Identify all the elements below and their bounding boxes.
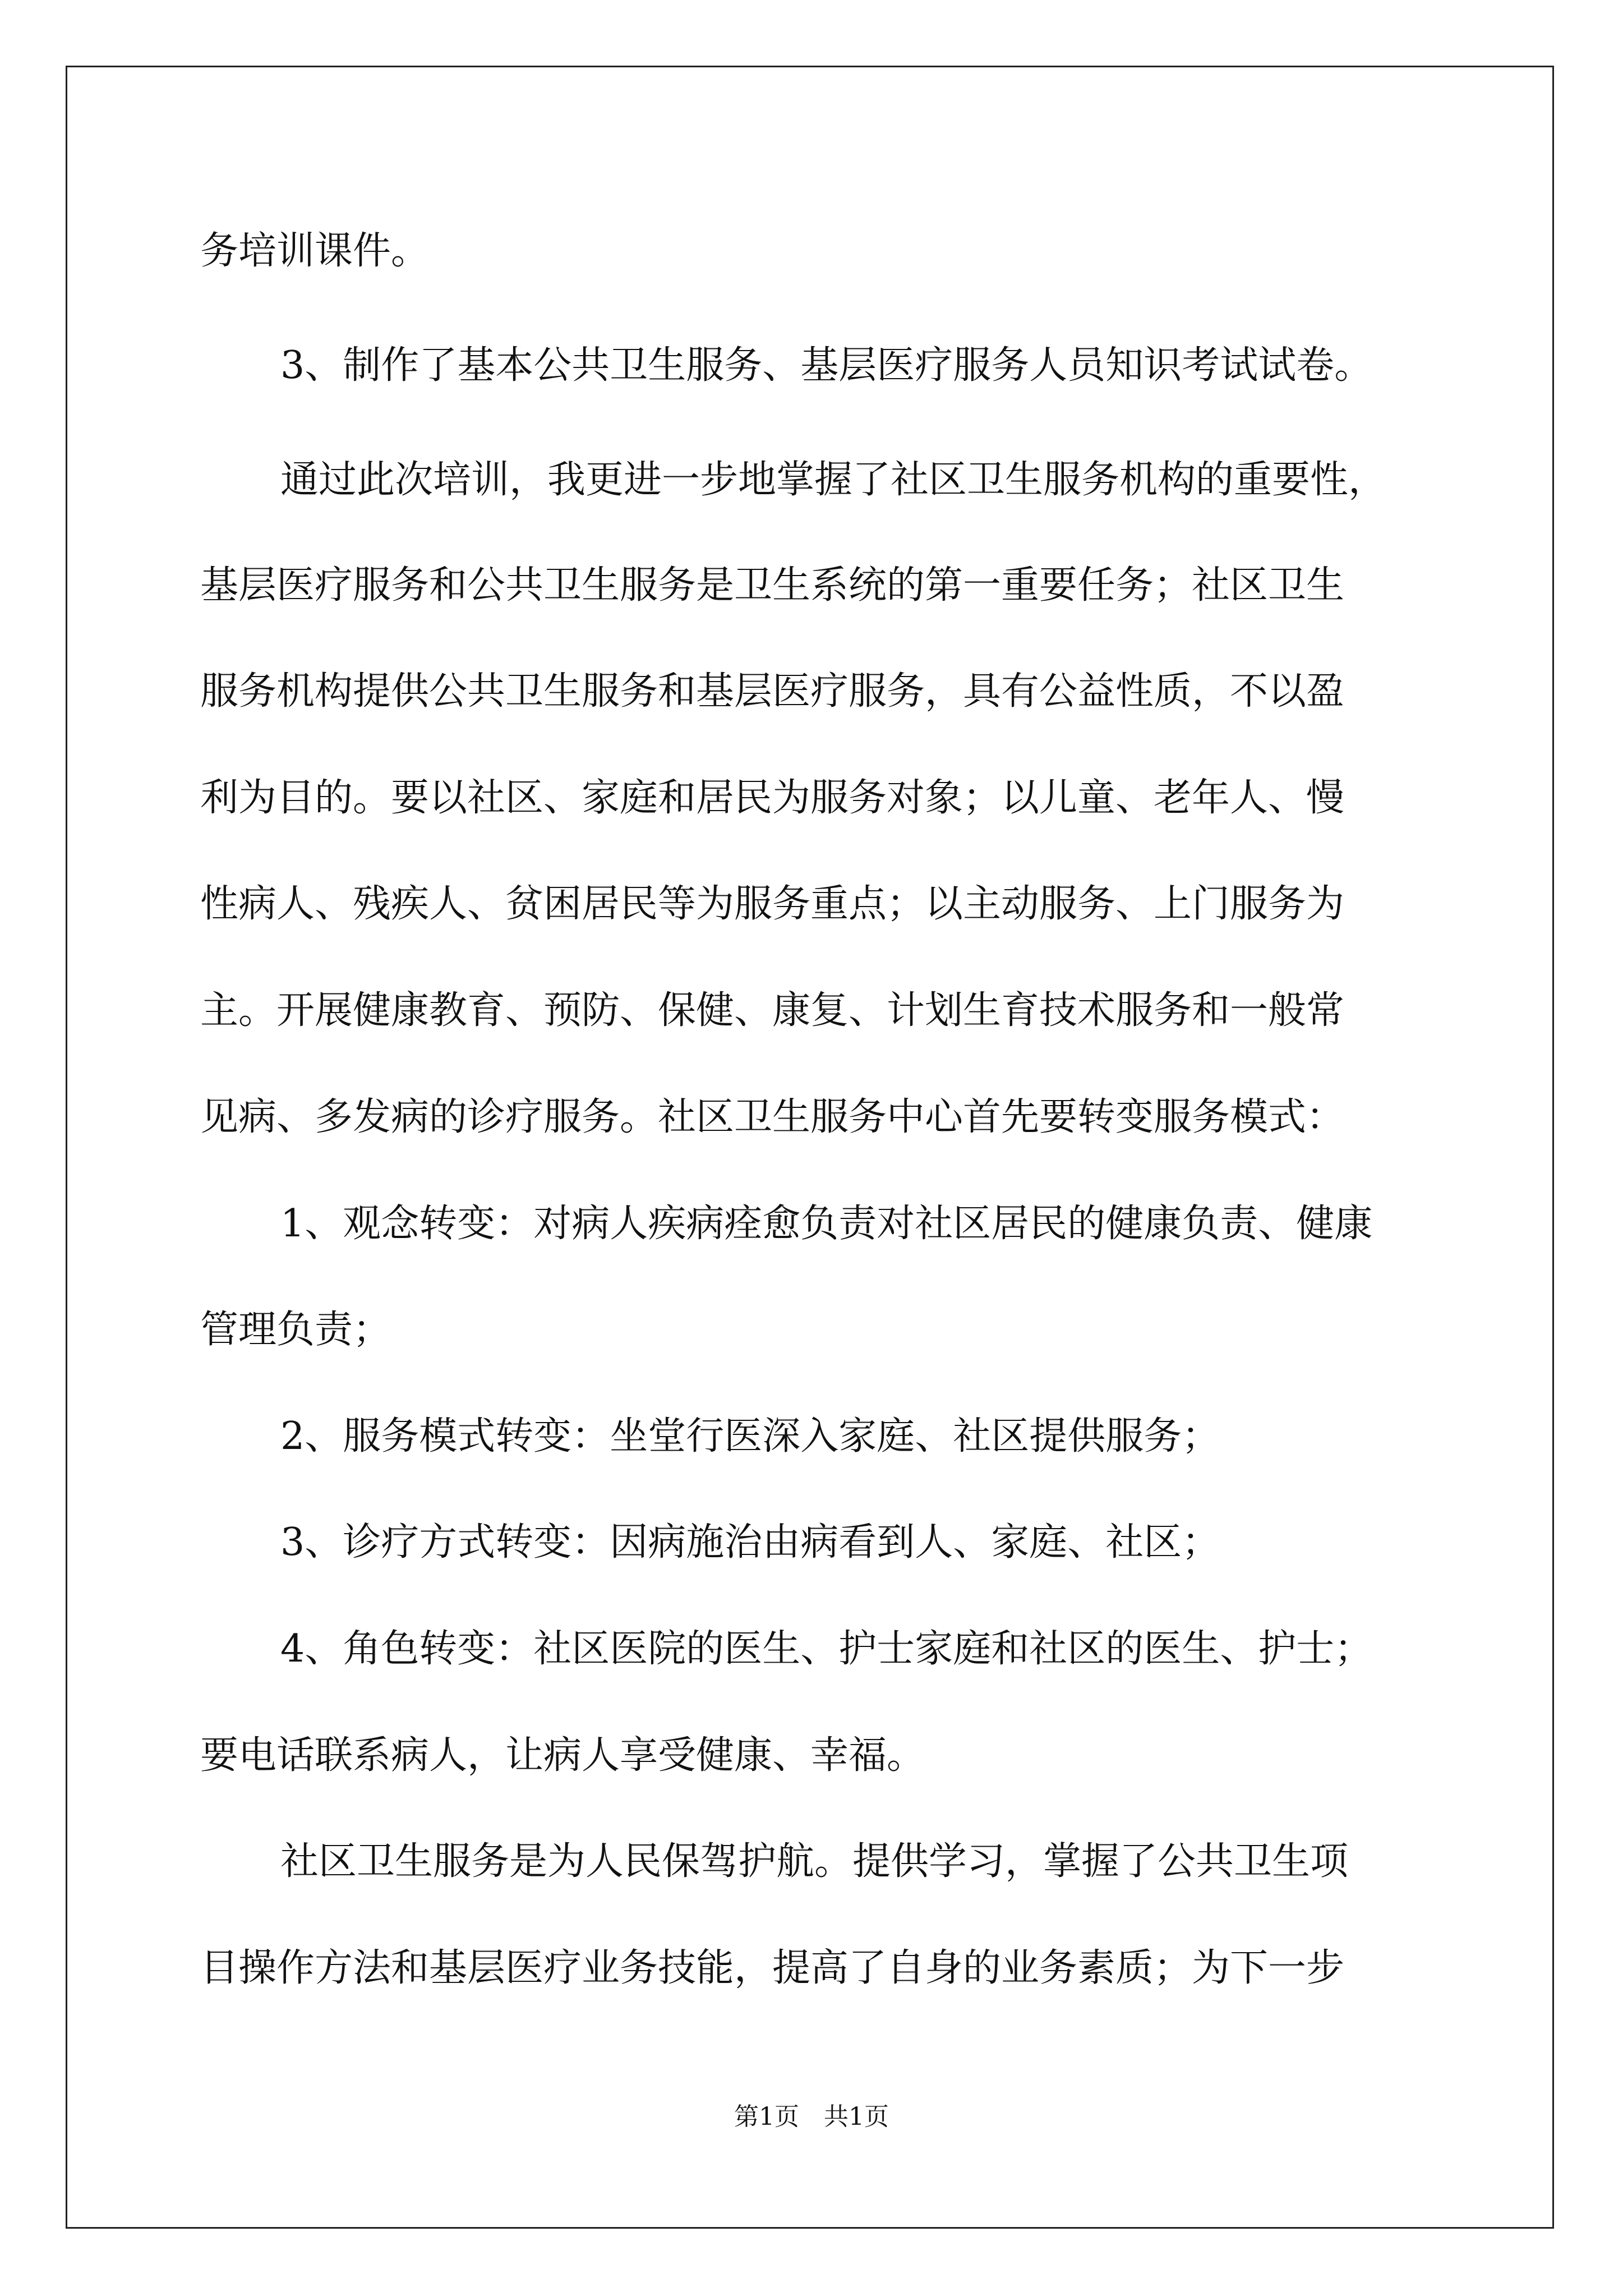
- text-line: 社区卫生服务是为人民保驾护航。提供学习，掌握了公共卫生项: [280, 1839, 1349, 1884]
- text-line: 4、角色转变：社区医院的医生、护士家庭和社区的医生、护士；: [280, 1627, 1373, 1671]
- page-frame: [66, 66, 1554, 2229]
- text-line: 3、制作了基本公共卫生服务、基层医疗服务人员知识考试试卷。: [280, 343, 1373, 388]
- text-line: 1、观念转变：对病人疾病痊愈负责对社区居民的健康负责、健康: [280, 1202, 1373, 1246]
- text-line: 见病、多发病的诊疗服务。社区卫生服务中心首先要转变服务模式：: [200, 1095, 1345, 1139]
- text-line: 服务机构提供公共卫生服务和基层医疗服务，具有公益性质，不以盈: [200, 669, 1345, 714]
- text-line: 利为目的。要以社区、家庭和居民为服务对象；以儿童、老年人、慢: [200, 776, 1345, 820]
- text-line: 3、诊疗方式转变：因病施治由病看到人、家庭、社区；: [280, 1520, 1220, 1565]
- text-line: 管理负责；: [200, 1308, 391, 1352]
- text-line: 基层医疗服务和公共卫生服务是卫生系统的第一重要任务；社区卫生: [200, 563, 1345, 608]
- text-line: 目操作方法和基层医疗业务技能，提高了自身的业务素质；为下一步: [200, 1946, 1345, 1990]
- text-line: 务培训课件。: [200, 229, 430, 273]
- text-line: 性病人、残疾人、贫困居民等为服务重点；以主动服务、上门服务为: [200, 882, 1345, 926]
- text-line: 要电话联系病人，让病人享受健康、幸福。: [200, 1733, 925, 1778]
- page-number-footer: 第1页 共1页: [734, 2102, 889, 2131]
- text-line: 2、服务模式转变：坐堂行医深入家庭、社区提供服务；: [280, 1414, 1220, 1458]
- text-line: 主。开展健康教育、预防、保健、康复、计划生育技术服务和一般常: [200, 988, 1345, 1033]
- text-line: 通过此次培训，我更进一步地掌握了社区卫生服务机构的重要性，: [280, 458, 1387, 502]
